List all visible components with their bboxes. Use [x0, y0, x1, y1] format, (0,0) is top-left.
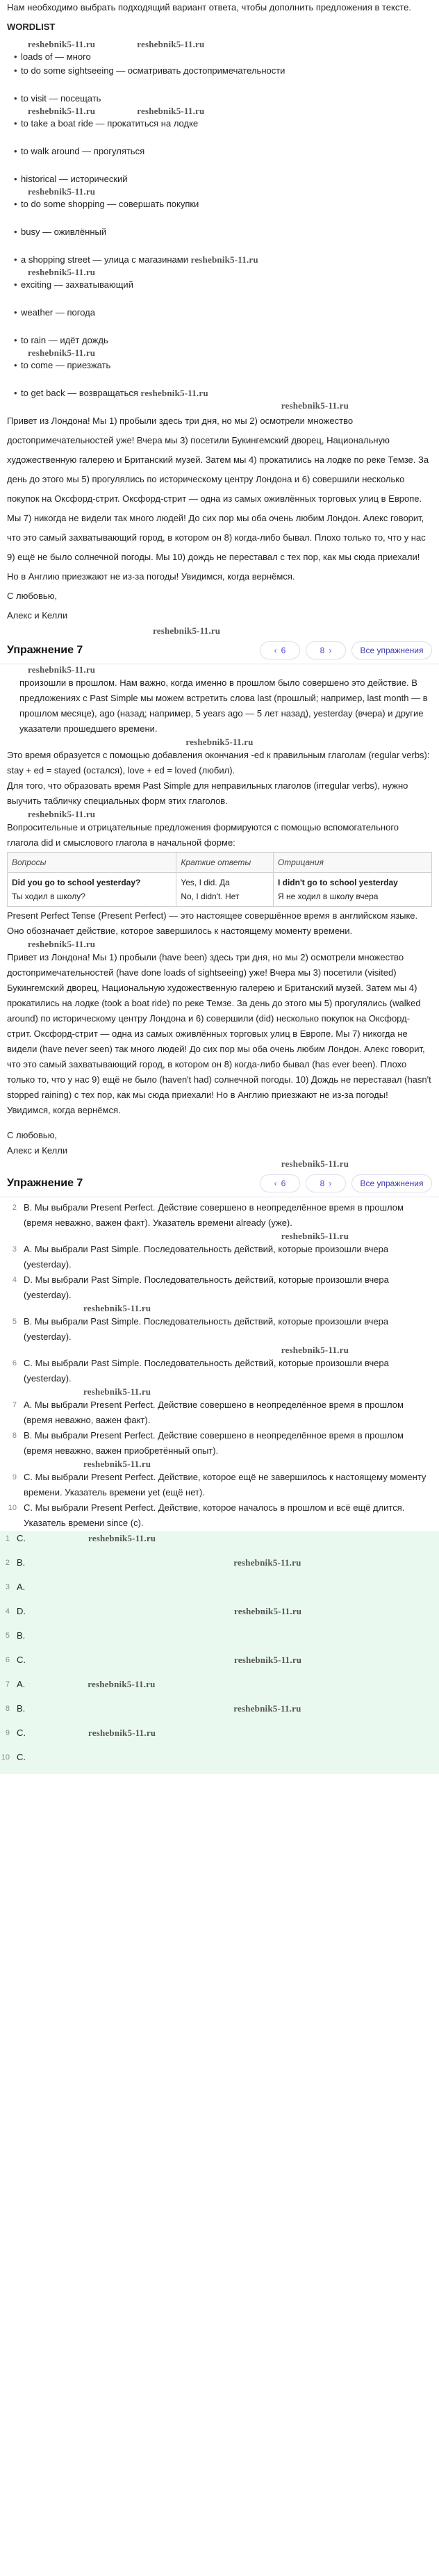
watermark: reshebnik5-11.ru	[137, 106, 205, 116]
watermark: reshebnik5-11.ru	[185, 737, 254, 747]
word-item: • to visit — посещать	[14, 92, 432, 106]
word-item: • to do some shopping — совершать покупки	[14, 197, 432, 211]
watermark: reshebnik5-11.ru	[233, 1557, 301, 1568]
theory-past-simple: произошли в прошлом. Нам важно, когда именно в прошлом было совершено это действие. В предложениях с Past Simple мы можем встретить слова last (прошлый; например, last month — в прошлом месяце), ago (назад; например, 5 years ago — 5 лет назад), yesterday (вчера) и другие указатели прошедшего времени.	[19, 678, 428, 734]
list-item: 3 A. Мы выбрали Past Simple. Последовательность действий, которые произошли вчера (yesterday).	[12, 1244, 389, 1270]
chevron-left-icon: ‹	[274, 645, 277, 655]
list-item: 9 C. Мы выбрали Present Perfect. Действие, которое ещё не завершилось к настоящему моменту времени. Указатель времени yet (ещё нет).	[12, 1472, 426, 1498]
watermark: reshebnik5-11.ru	[234, 1655, 302, 1665]
watermark: reshebnik5-11.ru	[28, 664, 96, 675]
word-item: • to rain — идёт дождь	[14, 334, 432, 347]
all-exercises-button[interactable]: Все упражнения	[351, 1174, 432, 1192]
exercise-nav-2	[0, 1170, 439, 1197]
watermark: reshebnik5-11.ru	[190, 254, 258, 265]
watermark: reshebnik5-11.ru	[281, 1231, 349, 1241]
watermark: reshebnik5-11.ru	[28, 267, 96, 277]
list-item: 7 A. Мы выбрали Present Perfect. Действие совершено в неопределённое время в прошлом (время неважно, важен факт).	[12, 1400, 404, 1425]
watermark: reshebnik5-11.ru	[83, 1303, 151, 1313]
word-item: • to get back — возвращаться reshebnik5-11.ru	[14, 386, 432, 400]
list-item: 5 B.	[5, 1630, 26, 1641]
wordlist	[7, 50, 432, 78]
chevron-left-icon: ‹	[274, 1178, 277, 1188]
list-item: 10 C. Мы выбрали Present Perfect. Действие, которое началось в прошлом и всё ещё длится. Указатель времени since (с).	[8, 1502, 405, 1528]
exercise-title: Упражнение 7	[7, 1176, 83, 1189]
list-item: 8 B. reshebnik5-11.ru	[0, 1701, 439, 1725]
chevron-right-icon: ›	[329, 1178, 332, 1188]
watermark: reshebnik5-11.ru	[140, 388, 208, 398]
table-cell: Did you go to school yesterday? Ты ходил в школу?	[8, 873, 176, 907]
prev-exercise-button[interactable]: ‹ 6	[260, 641, 300, 659]
list-item: 6 C. reshebnik5-11.ru	[0, 1652, 439, 1677]
intro-section	[0, 0, 439, 637]
theory-regular-verbs: Это время образуется с помощью добавления окончания -ed к правильным глаголам (regular verbs): stay + ed = stayed (остался), love + ed = loved (любил).	[7, 750, 430, 776]
watermark: reshebnik5-11.ru	[234, 1606, 302, 1616]
watermark: reshebnik5-11.ru	[28, 39, 96, 49]
theory-sign-love: С любовью,	[7, 1130, 58, 1140]
word-item: • exciting — захватывающий	[14, 278, 432, 292]
word-item: • busy — оживлённый	[14, 225, 432, 239]
watermark: reshebnik5-11.ru	[28, 347, 96, 358]
theory-irregular-verbs: Для того, что образовать время Past Simple для неправильных глаголов (irregular verbs), нужно выучить табличку специальных форм этих глаголов.	[7, 780, 408, 806]
watermark: reshebnik5-11.ru	[281, 1345, 349, 1355]
list-item: 7 A. reshebnik5-11.ru	[0, 1677, 439, 1701]
theory-present-perfect: Present Perfect Tense (Present Perfect) — это настоящее совершённое время в английском языке. Оно обозначает действие, которое завершилось к настоящему моменту времени.	[7, 910, 418, 936]
word-item: • weather — погода	[14, 306, 432, 320]
list-item: 4 D. reshebnik5-11.ru	[0, 1604, 439, 1628]
did-table	[7, 852, 432, 907]
theory-sign-names: Алекс и Келли	[7, 1145, 68, 1156]
watermark: reshebnik5-11.ru	[28, 809, 96, 819]
table-row	[8, 873, 432, 907]
prev-exercise-button[interactable]: ‹ 6	[260, 1174, 300, 1192]
watermark: reshebnik5-11.ru	[83, 1459, 151, 1469]
table-header: Краткие ответы	[176, 853, 274, 873]
word-item: • loads of — много	[14, 50, 432, 64]
next-exercise-button[interactable]: 8 ›	[306, 641, 346, 659]
watermark: reshebnik5-11.ru	[88, 1679, 156, 1689]
watermark: reshebnik5-11.ru	[83, 1386, 151, 1397]
watermark: reshebnik5-11.ru	[137, 39, 205, 49]
list-item: 3 A.	[5, 1582, 26, 1592]
all-exercises-button[interactable]: Все упражнения	[351, 641, 432, 659]
word-item: • to come — приезжать	[14, 359, 432, 372]
list-item: 4 D. Мы выбрали Past Simple. Последовательность действий, которые произошли вчера (yesterday).	[12, 1274, 389, 1300]
list-item: 2 B. reshebnik5-11.ru	[0, 1555, 439, 1580]
table-header: Вопросы	[8, 853, 176, 873]
watermark: reshebnik5-11.ru	[233, 1703, 301, 1714]
list-item: 1 C. reshebnik5-11.ru	[0, 1531, 439, 1555]
exercise-nav	[0, 637, 439, 664]
instruction-text: Нам необходимо выбрать подходящий вариант ответа, чтобы дополнить предложения в тексте.	[7, 2, 412, 13]
watermark: reshebnik5-11.ru	[153, 625, 221, 636]
next-exercise-button[interactable]: 8 ›	[306, 1174, 346, 1192]
chevron-right-icon: ›	[329, 645, 332, 655]
story-text: Привет из Лондона! Мы 1) пробыли здесь три дня, но мы 2) осмотрели множество достопримечательностей уже! Вчера мы 3) посетили Букингемский дворец, Национальную художественную галерею и Британский музей. Затем мы 4) прокатились на лодке по реке Темзе. За день до этого мы 5) прогулялись по историческому центру Лондона и 6) совершили несколько покупок на Оксфорд-стрит. Оксфорд-стрит — одна из самых оживлённых торговых улиц в Европе. Мы 7) никогда не видели так много людей! До сих пор мы оба очень любим Лондон. Алекс говорит, что это самый захватывающий город, в котором он 8) когда-либо бывал. Плохо только то, что у нас 9) ещё не было солнечной погоды. Мы 10) дождь не переставал с тех пор, как мы сюда приехали! Но в Англию приезжают не из-за погоды! Увидимся, когда вернёмся.	[7, 416, 429, 582]
table-cell: Yes, I did. Да No, I didn't. Нет	[176, 873, 274, 907]
word-item: • to do some sightseeing — осматривать достопримечательности	[14, 64, 432, 78]
word-item: • a shopping street — улица с магазинами reshebnik5-11.ru	[14, 253, 432, 267]
watermark: reshebnik5-11.ru	[28, 186, 96, 197]
word-item: • to take a boat ride — прокатиться на лодке	[14, 117, 432, 131]
list-item: 10 C.	[1, 1752, 26, 1762]
wordlist-title: WORDLIST	[7, 22, 56, 32]
watermark: reshebnik5-11.ru	[88, 1533, 156, 1543]
watermark: reshebnik5-11.ru	[281, 1158, 349, 1169]
theory-section	[0, 664, 439, 1170]
story-sign-names: Алекс и Келли	[7, 610, 68, 621]
short-answers-section	[0, 1531, 439, 1774]
watermark: reshebnik5-11.ru	[88, 1728, 156, 1738]
watermark: reshebnik5-11.ru	[28, 106, 96, 116]
theory-questions: Вопросительные и отрицательные предложения формируются с помощью вспомогательного глагола did и смыслового глагола в начальной форме:	[7, 822, 399, 848]
word-item: • historical — исторический	[14, 172, 432, 186]
word-item: • to walk around — прогуляться	[14, 145, 432, 158]
list-item: 6 C. Мы выбрали Past Simple. Последовательность действий, которые произошли вчера (yesterday).	[12, 1358, 389, 1384]
answers-section	[0, 1200, 439, 1531]
watermark: reshebnik5-11.ru	[28, 939, 96, 949]
watermark: reshebnik5-11.ru	[281, 400, 349, 411]
table-header: Отрицания	[273, 853, 431, 873]
list-item: 5 B. Мы выбрали Past Simple. Последовательность действий, которые произошли вчера (yesterday).	[12, 1316, 389, 1342]
list-item: 9 C. reshebnik5-11.ru	[0, 1725, 439, 1750]
list-item: 8 B. Мы выбрали Present Perfect. Действие совершено в неопределённое время в прошлом (время неважно, важен приобретённый опыт).	[12, 1430, 404, 1456]
story-sign-love: С любовью,	[7, 591, 58, 601]
list-item: 2 B. Мы выбрали Present Perfect. Действие совершено в неопределённое время в прошлом (время неважно, важен факт). Указатель времени already (уже).	[12, 1202, 404, 1228]
table-cell: I didn't go to school yesterday Я не ходил в школу вчера	[273, 873, 431, 907]
exercise-title: Упражнение 7	[7, 643, 83, 656]
theory-translated-story: Привет из Лондона! Мы 1) пробыли (have been) здесь три дня, но мы 2) осмотрели множество достопримечательностей (have done loads of sightseeing) уже! Вчера мы 3) посетили (visited) Букингемский дворец, Национальную художественную галерею и Британский музей. Затем мы 4) прокатились на лодке (took a boat ride) по реке Темзе. За день до этого мы 5) прогулялись (walked around) по историческому центру Лондона и 6) совершили (did) несколько покупок на Оксфорд-стрит. Оксфорд-стрит — одна из самых оживлённых торговых улиц в Европе. Мы 7) никогда не видели (have never seen) так много людей! До сих пор мы оба очень любим Лондон. Алекс говорит, что это самый захватывающий город, в котором он 8) когда-либо бывал (has ever been). Плохо только то, что у нас 9) ещё не было (haven't had) солнечной погоды. 10) Дождь не переставал (hasn't stopped raining) с тех пор, как мы сюда приехали! Но в Англию приезжают не из-за погоды! Увидимся, когда вернёмся.	[7, 952, 431, 1115]
